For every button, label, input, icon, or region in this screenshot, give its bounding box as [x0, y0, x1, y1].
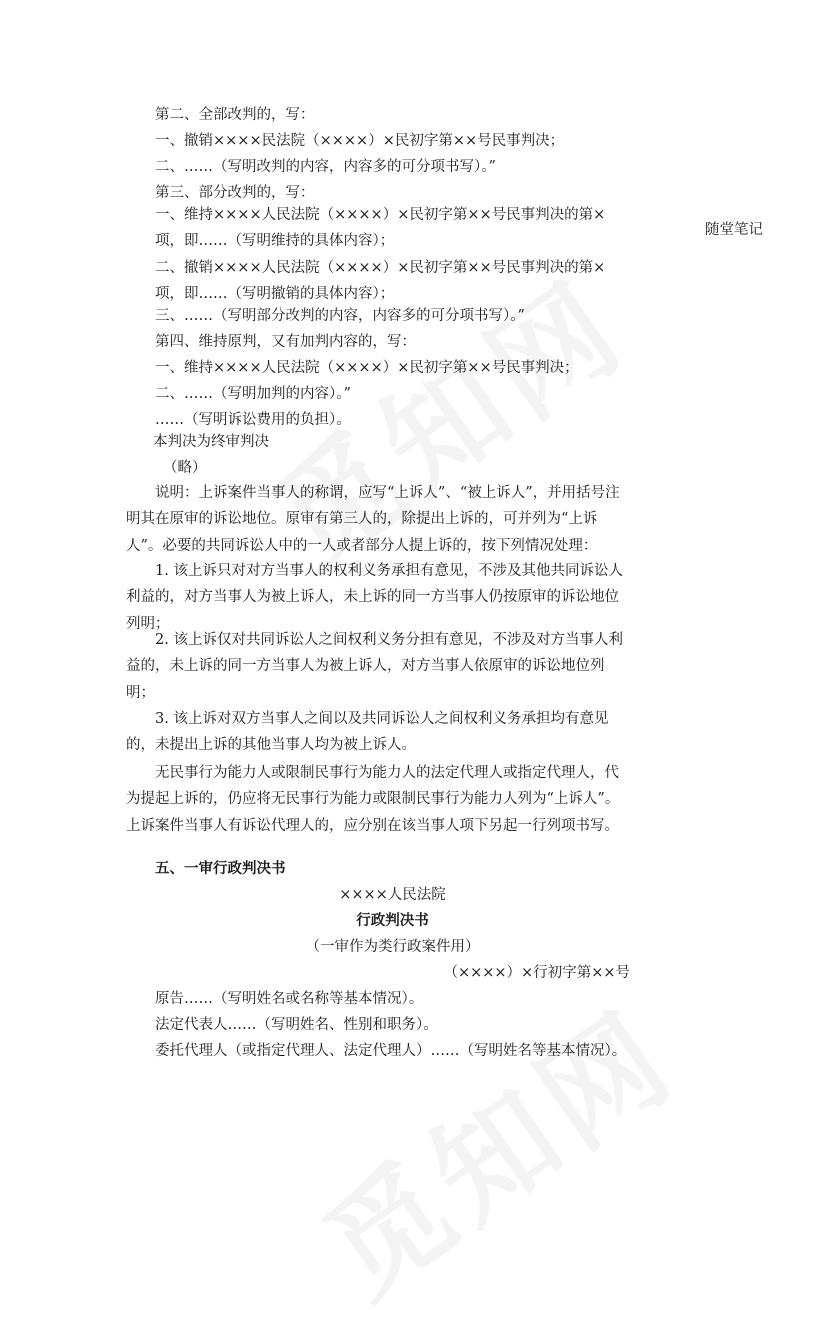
paragraph: ……（写明诉讼费用的负担）。 — [155, 412, 351, 428]
document-subtitle: （一审作为类行政案件用） — [305, 939, 480, 955]
paragraph: 二、撤销××××人民法院（××××）×民初字第××号民事判决的第×项，即……（写明撤销的具体内容）； — [155, 260, 606, 303]
paragraph: 一、撤销××××民法院（××××）×民初字第××号民事判决； — [155, 133, 565, 149]
paragraph: 无民事行为能力人或限制民事行为能力人的法定代理人或指定代理人，代为提起上诉的，仍应将无民事行为能力或限制民事行为能力人列为“上诉人”。上诉案件当事人有诉讼代理人的，应分别在该当事人项下另起一行列项书写。 — [126, 765, 620, 834]
paragraph: 一、维持××××人民法院（××××）×民初字第××号民事判决的第×项，即……（写明维持的具体内容）； — [155, 207, 606, 250]
paragraph: 第二、全部改判的，写： — [155, 107, 315, 123]
paragraph: 本判决为终审判决 — [153, 434, 269, 450]
case-number: （××××）×行初字第××号 — [443, 965, 630, 981]
paragraph: 2. 该上诉仅对共同诉讼人之间权利义务分担有意见，不涉及对方当事人利益的，未上诉的同一方当事人为被上诉人，对方当事人依原审的诉讼地位列明； — [126, 632, 623, 701]
paragraph: 一、维持××××人民法院（××××）×民初字第××号民事判决； — [155, 360, 579, 376]
document-title: 行政判决书 — [356, 912, 429, 929]
paragraph: （略） — [163, 460, 207, 476]
paragraph: 二、……（写明改判的内容，内容多的可分项书写）。” — [155, 159, 496, 175]
paragraph: 二、……（写明加判的内容）。” — [155, 386, 351, 402]
paragraph: 原告……（写明姓名或名称等基本情况）。 — [155, 991, 424, 1007]
paragraph: 法定代表人……（写明姓名、性别和职务）。 — [155, 1017, 438, 1033]
paragraph: 1. 该上诉只对对方当事人的权利义务承担有意见，不涉及其他共同诉讼人利益的，对方当事人为被上诉人，未上诉的同一方当事人仍按原审的诉讼地位列明； — [126, 563, 623, 632]
section-heading: 五、一审行政判决书 — [155, 860, 286, 877]
court-name: ××××人民法院 — [339, 887, 446, 903]
paragraph: 3. 该上诉对双方当事人之间以及共同诉讼人之间权利义务承担均有意见的，未提出上诉的其他当事人均为被上诉人。 — [126, 711, 609, 754]
side-note-label: 随堂笔记 — [705, 222, 763, 238]
paragraph: 第四、维持原判，又有加判内容的，写： — [155, 334, 416, 350]
paragraph: 三、……（写明部分改判的内容，内容多的可分项书写）。” — [155, 308, 525, 324]
paragraph: 第三、部分改判的，写： — [155, 185, 315, 201]
paragraph: 委托代理人（或指定代理人、法定代理人）……（写明姓名等基本情况）。 — [155, 1043, 627, 1059]
paragraph: 说明：上诉案件当事人的称谓，应写“上诉人”、“被上诉人”，并用括号注明其在原审的诉讼地位。原审有第三人的，除提出上诉的，可并列为“上诉人”。必要的共同诉讼人中的一人或者部分人提上诉的，按下列情况处理： — [126, 485, 620, 554]
